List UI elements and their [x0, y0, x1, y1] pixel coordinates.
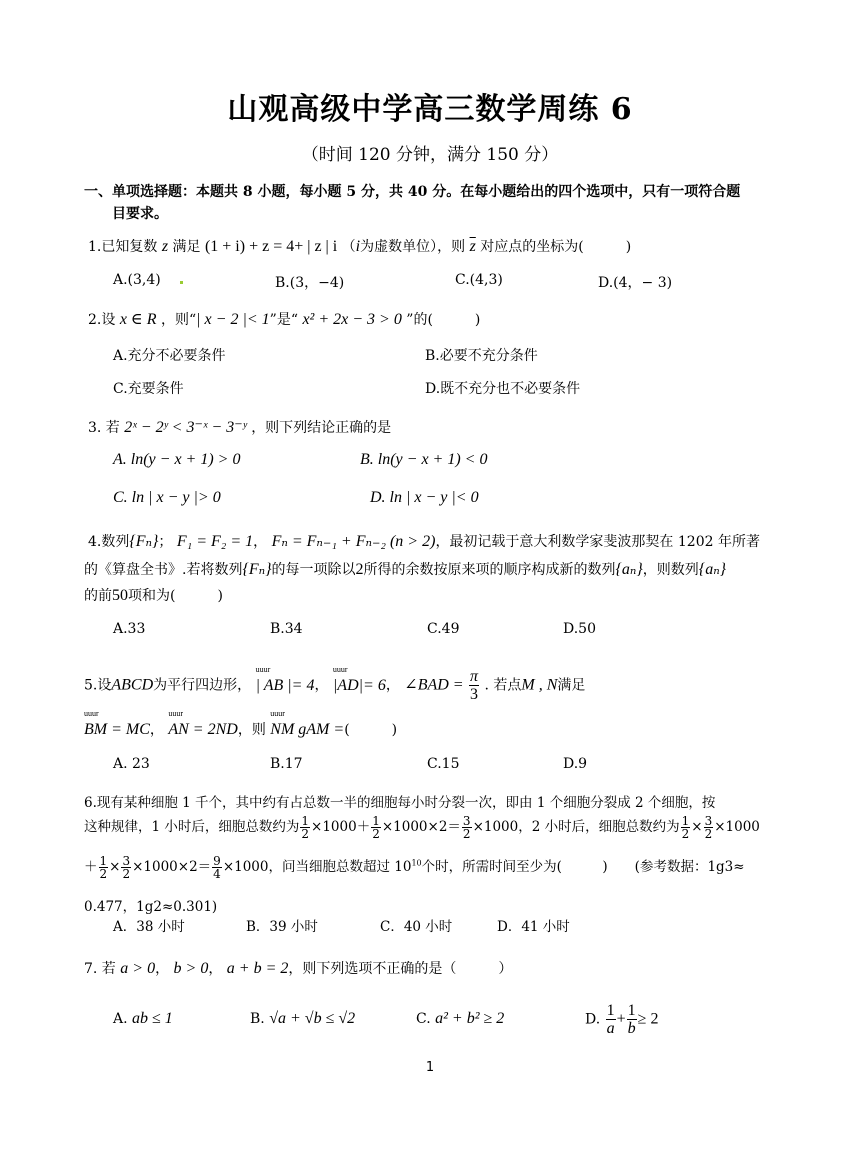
q2-option-d: D.既不充分也不必要条件 — [425, 381, 581, 397]
q5-option-b: B.17 — [270, 756, 303, 772]
section-heading-line2: 目要求。 — [112, 206, 168, 222]
q6-option-c: C．40 小时 — [380, 919, 453, 935]
q5-option-a: A. 23 — [113, 756, 150, 772]
q7-option-c: C. a² + b² ≥ 2 — [416, 1010, 505, 1027]
q4-option-d: D.50 — [563, 621, 596, 637]
q3-option-b: B. ln(y − x + 1) < 0 — [360, 451, 488, 468]
q1-option-c: C.(4,3) — [455, 272, 503, 288]
page-number: 1 — [425, 1060, 435, 1075]
section-heading-line1: 一、单项选择题：本题共 8 小题，每小题 5 分，共 40 分。在每小题给出的四个选项中，只有一项符合题 — [84, 184, 741, 200]
question-4-line1: 4.数列{Fₙ}； F₁ = F₂ = 1， Fₙ = Fₙ₋₁ + Fₙ₋₂ (n > 2)，最初记载于意大利数学家斐波那契在 1202 年所著 — [88, 533, 760, 550]
q5-option-d: D.9 — [563, 756, 588, 772]
pi-over-3-fraction: $\frac{\pi}{3}$ — [470, 668, 479, 703]
q2-option-c: C.充要条件 — [113, 381, 184, 397]
question-1: 1.已知复数 z 满足 (1 + i) + z = 4+ | z | i （i为虚数单位），则 $\overline{z}$ 对应点的坐标为( ) — [88, 238, 632, 255]
q2-option-b: B.必要不充分条件 — [425, 348, 538, 364]
q4-option-c: C.49 — [427, 621, 460, 637]
q7-option-b: B. √a + √b ≤ √2 — [250, 1010, 356, 1027]
q7-option-d: D. $\frac{1}{a}$ + $\frac{1}{b}$ ≥ 2 — [585, 1002, 659, 1037]
q7-option-a: A. ab ≤ 1 — [113, 1010, 173, 1027]
q6-option-a: A．38 小时 — [113, 919, 185, 935]
q1-option-a: A.(3,4) — [113, 272, 161, 288]
question-3: 3. 若 2ˣ − 2ʸ < 3⁻ˣ − 3⁻ʸ ，则下列结论正确的是 — [88, 419, 392, 436]
question-6-line2: 这种规律，1 小时后，细胞总数约为 $\frac{1}{2}$ ×1000＋ $\frac{1}{2}$ ×1000×2＝ $\frac{3}{2}$ ×1000，2 小时后，细胞总数约为 $\frac{1}{2}$ × $\frac{3}{2}$ ×1000 — [84, 814, 760, 841]
question-5-line2: uuur BM = MC， uuur AN = 2ND，则 uuur NM gAM =( ) — [84, 709, 398, 738]
green-dot-mark — [180, 281, 183, 284]
question-5-line1: 5.设ABCD为平行四边形， uuur | AB |= 4， uuur |AD|= 6， ∠BAD = $\frac{\pi}{3}$ . 若点M , N满足 — [84, 664, 586, 703]
question-4-line2: 的《算盘全书》.若将数列{Fₙ}的每一项除以2所得的余数按原来项的顺序构成新的数列{aₙ}，则数列{aₙ} — [84, 561, 727, 578]
q3-option-a: A. ln(y − x + 1) > 0 — [113, 451, 241, 468]
page-subtitle: （时间 120 分钟，满分 150 分） — [301, 145, 559, 165]
q6-option-d: D．41 小时 — [497, 919, 570, 935]
question-4-line3: 的前50项和为( ) — [84, 587, 223, 604]
q1-option-b: B.(3，−4) — [275, 275, 345, 291]
q1-option-d: D.(4，− 3) — [598, 275, 673, 291]
q3-option-d: D. ln | x − y |< 0 — [370, 489, 479, 506]
q5-option-c: C.15 — [427, 756, 460, 772]
question-6-line4: 0.477，1g2≈0.301) — [84, 899, 218, 915]
q4-option-b: B.34 — [270, 621, 303, 637]
question-7: 7. 若 a > 0， b > 0， a + b = 2，则下列选项不正确的是（ ） — [84, 960, 513, 977]
q3-option-c: C. ln | x − y |> 0 — [113, 489, 221, 506]
page-title: 山观高级中学高三数学周练 6 — [227, 92, 633, 127]
question-6-line3: ＋ $\frac{1}{2}$ × $\frac{3}{2}$ ×1000×2＝ $\frac{9}{4}$ ×1000，问当细胞总数超过 $10^{10}$个时，所需时间至少为( ) (参考数据：1g3≈ — [84, 854, 745, 881]
q6-option-b: B．39 小时 — [246, 919, 318, 935]
q2-option-a: A.充分不必要条件 — [113, 348, 226, 364]
q4-option-a: A.33 — [113, 621, 146, 637]
question-6-line1: 6.现有某种细胞 1 千个，其中约有占总数一半的细胞每小时分裂一次，即由 1 个细胞分裂成 2 个细胞，按 — [84, 795, 716, 811]
question-2: 2.设 x ∈ R ，则“| x − 2 |< 1”是“ x² + 2x − 3 > 0 ”的( ) — [88, 311, 481, 328]
